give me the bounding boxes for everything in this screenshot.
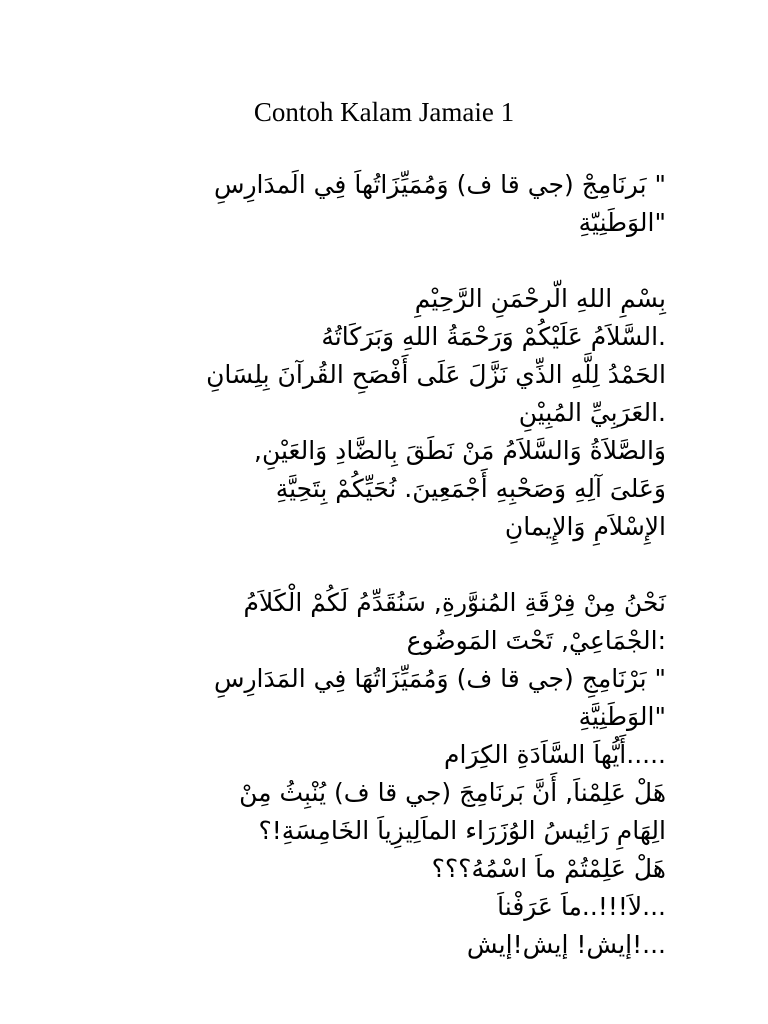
document-body [100, 166, 666, 1002]
text-line: وَعَلىَ آلِهِ وَصَحْبِهِ أَجْمَعِينَ. نُحَيِّكُمْ بِتَحِيَّةِ [275, 474, 666, 503]
text-line: .السَّلاَمُ عَلَيْكُمْ وَرَحْمَةُ اللهِ وَبَرَكَاتُهُ [321, 322, 666, 351]
text-line: .....أَيُّهاَ السَّاَدَةِ الكِرَام [444, 740, 666, 769]
text-line: الإِسْلاَمِ وَالإِيمانِ [504, 512, 666, 541]
text-line: " بَرْنَامِجِ (جي قا ف) وَمُمَيِّزَاتُهَا فِي المَدَارِسِ [213, 664, 666, 693]
topic-paragraph [100, 166, 666, 242]
main-paragraph [100, 584, 666, 964]
text-line: الحَمْدُ لِلَّهِ الذِّي نَزَّلَ عَلَى أَفْصَحِ القُرآنَ بِلِسَانِ [206, 360, 666, 389]
text-line: " بَرنَامِجْ (جي قا ف) وَمُمَيِّزَاتُهاَ فِي الَمدَارِسِ [213, 170, 666, 199]
text-line: ...!إيش! إيش!إيش [466, 930, 666, 959]
text-line: بِسْمِ اللهِ الّرحْمَنِ الرَّحِيْمِ [414, 284, 666, 313]
text-line: .العَرَبِيِّ المُبِيْنِ [518, 398, 666, 427]
text-line: هَلْ عَلِمْناَ, أَنَّ بَرنَامِجَ (جي قا ف) يُنْبِثُ مِنْ [239, 778, 666, 807]
text-line: "الوَطَنِيّةِ [578, 208, 666, 237]
text-line: :الجْمَاعِيْ, تَحْتَ المَوضُوع [406, 626, 666, 655]
text-line: "الوَطَنِيَّةِ [578, 702, 666, 731]
text-line: نَحْنُ مِنْ فِرْقَةِ المُنوَّرةِ, سَنُقَدِّمُ لَكُمْ الْكَلاَمُ [243, 588, 666, 617]
text-line: هَلْ عَلِمْتُمْ ماَ اسْمُهُ؟؟؟ [431, 854, 666, 883]
text-line: ...لاَ!!!..ماَ عَرَفْناَ [497, 892, 666, 921]
text-line: الِهَامِ رَائِيسُ الوُزَرَاء الماَلِيزِياَ الخَامِسَةِ!؟ [258, 816, 666, 845]
document-title: Contoh Kalam Jamaie 1 [253, 97, 515, 127]
text-line: وَالصَّلاَةُ وَالسَّلاَمُ مَنْ نَطَقَ بِالضَّادِ وَالعَيْنِ, [254, 436, 666, 465]
opening-paragraph [100, 280, 666, 546]
